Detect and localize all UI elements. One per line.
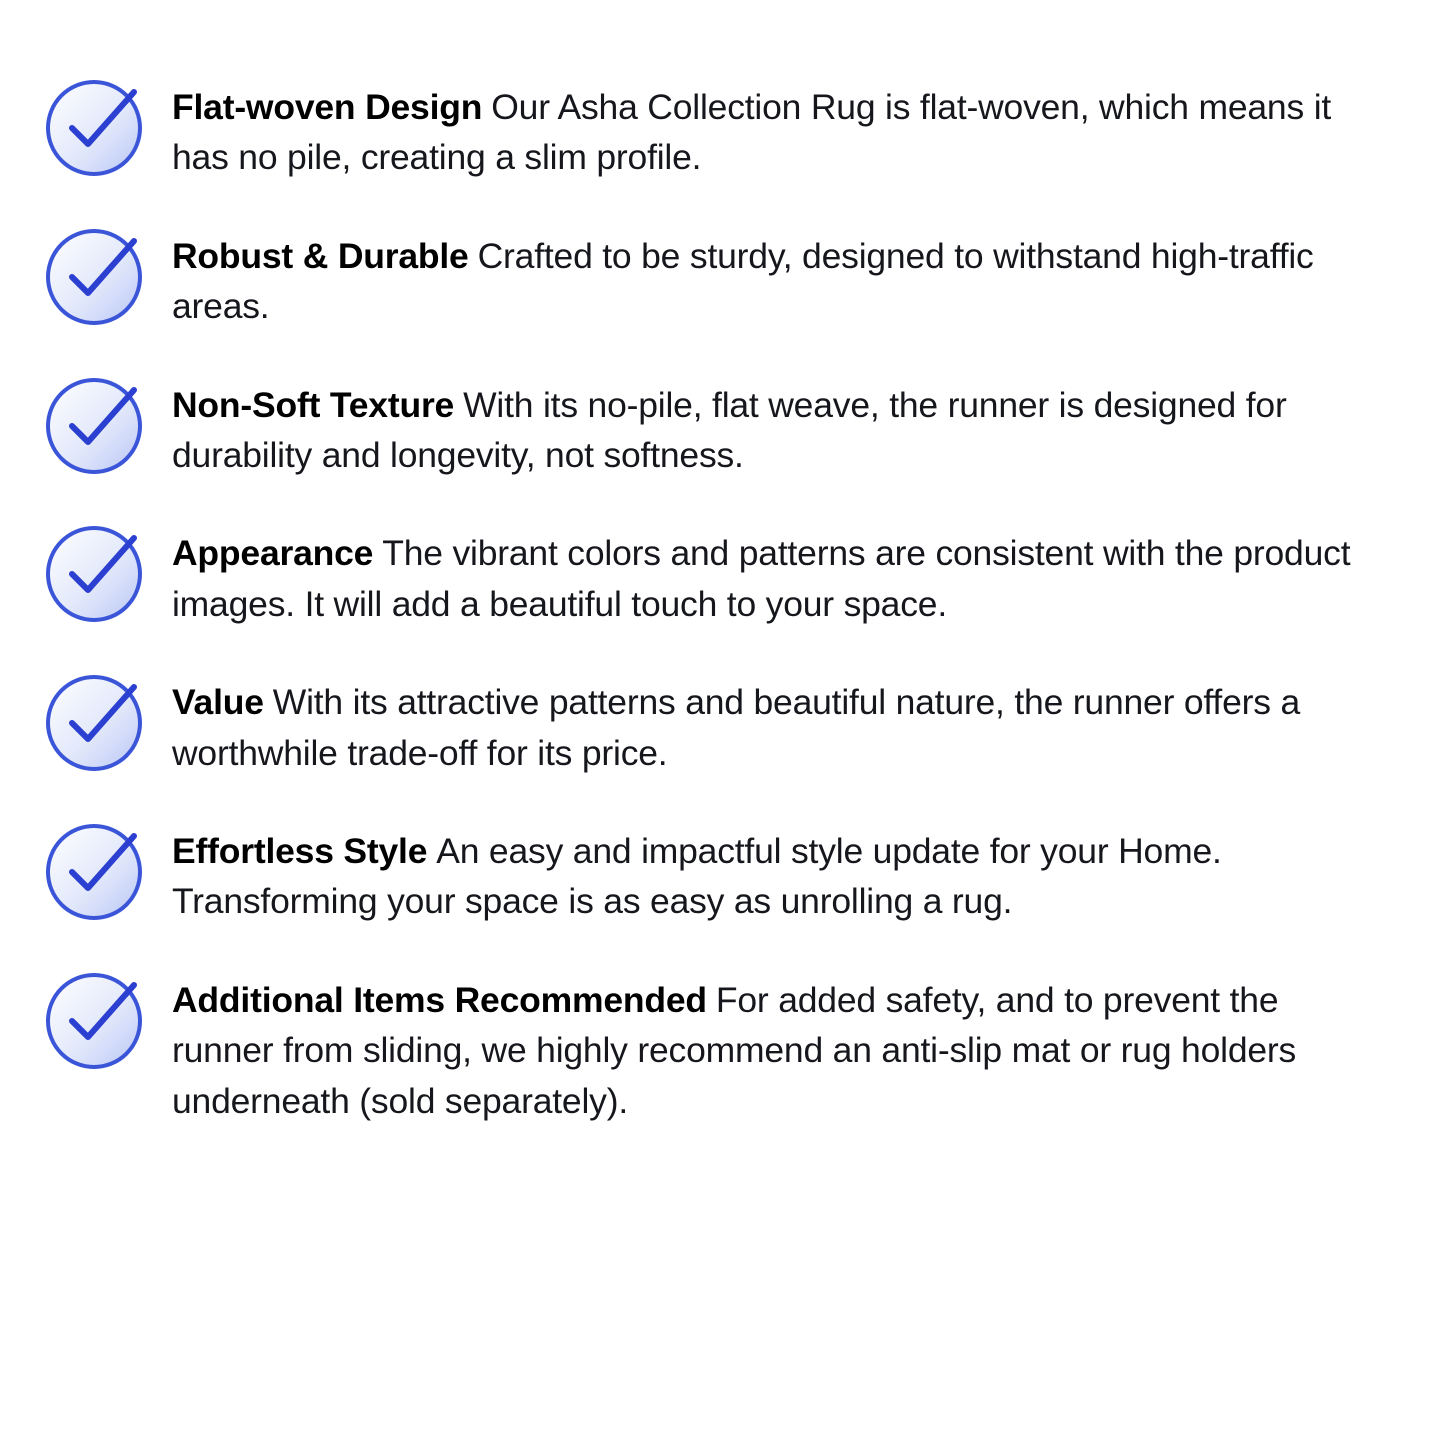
feature-text	[172, 72, 1385, 183]
list-item	[42, 221, 1385, 332]
feature-title: Robust & Durable	[172, 235, 469, 276]
feature-title: Effortless Style	[172, 831, 428, 872]
list-item	[42, 667, 1385, 778]
check-circle-icon	[42, 669, 146, 773]
feature-description: With its no-pile, flat weave, the runner is designed for durability and longevity, not softness.	[172, 384, 1287, 476]
check-circle-icon	[42, 818, 146, 922]
list-item	[42, 370, 1385, 481]
feature-text	[172, 667, 1385, 778]
feature-description: For added safety, and to prevent the runner from sliding, we highly recommend an anti-slip mat or rug holders underneath (sold separately).	[172, 979, 1297, 1121]
feature-title: Value	[172, 682, 264, 723]
check-circle-icon	[42, 967, 146, 1071]
check-circle-icon	[42, 520, 146, 624]
feature-description: Our Asha Collection Rug is flat-woven, which means it has no pile, creating a slim profile.	[172, 87, 1332, 178]
check-circle-icon	[42, 372, 146, 476]
check-circle-icon	[42, 74, 146, 178]
feature-description: With its attractive patterns and beautiful nature, the runner offers a worthwhile trade-off for its price.	[172, 682, 1301, 773]
list-item	[42, 965, 1385, 1126]
feature-text	[172, 370, 1385, 481]
feature-text	[172, 518, 1385, 629]
feature-description: The vibrant colors and patterns are consistent with the product images. It will add a beautiful touch to your space.	[172, 533, 1351, 624]
feature-title: Flat-woven Design	[172, 87, 483, 127]
feature-text	[172, 965, 1385, 1126]
feature-description: An easy and impactful style update for your Home. Transforming your space is as easy as unrolling a rug.	[172, 831, 1222, 922]
feature-description: Crafted to be sturdy, designed to withstand high-traffic areas.	[172, 235, 1314, 327]
list-item	[42, 72, 1385, 183]
feature-text	[172, 221, 1385, 332]
feature-text	[172, 816, 1385, 927]
feature-list	[42, 72, 1385, 1126]
list-item	[42, 816, 1385, 927]
list-item	[42, 518, 1385, 629]
feature-title: Non-Soft Texture	[172, 384, 455, 425]
check-circle-icon	[42, 223, 146, 327]
feature-title: Additional Items Recommended	[172, 979, 707, 1020]
feature-title: Appearance	[172, 533, 374, 574]
